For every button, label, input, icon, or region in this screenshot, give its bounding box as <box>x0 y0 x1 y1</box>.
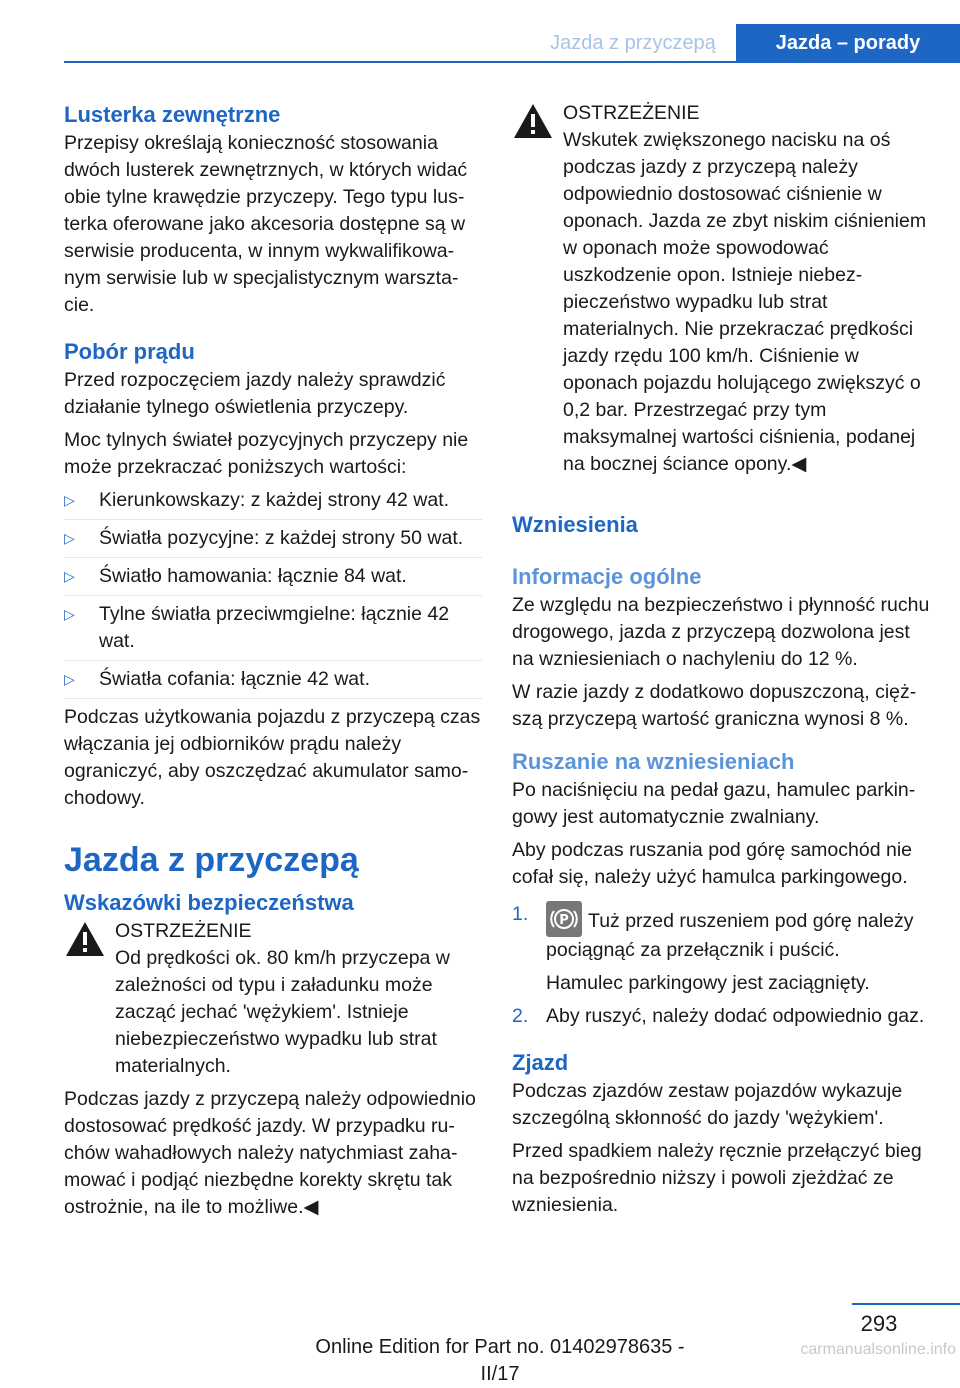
list-item <box>64 666 482 699</box>
step-result: Hamulec parkingowy jest zaciągnięty. <box>546 972 870 994</box>
hill-start-steps <box>512 901 930 1030</box>
chapter-title: Jazda z przyczepą <box>64 841 359 879</box>
list-item-text: Światła pozycyjne: z każdej strony 50 wat. <box>99 527 464 549</box>
header-tab-chapter[interactable]: Jazda – porady <box>736 24 960 62</box>
svg-text:P: P <box>559 913 569 928</box>
power-limits-list <box>64 487 482 699</box>
mirrors-paragraph: Przepisy określają konieczność stosowania dwóch lusterek zewnętrznych, w których widać obie tylne krawędzie przyczepy. Tego typu lusterka oferowane jako akcesoria dostępne są w serwisie producenta, w innym wykwalifikowanym serwisie lub w specjalistycznym warsztacie. <box>64 132 468 316</box>
general-info-heading: Informacje ogólne <box>512 564 702 589</box>
step-text: Tuż przed ruszeniem pod górę należy pociągnąć za przełącznik i puścić. <box>546 910 914 961</box>
slopes-heading: Wzniesienia <box>512 512 638 537</box>
general-paragraph-2: W razie jazdy z dodatkowo dopuszczoną, cięższą przyczepą wartość graniczna wynosi 8 %. <box>512 681 917 730</box>
warning-text: Od prędkości ok. 80 km/h przyczepa w zależności od typu i załadunku może zacząć jechać 'wężykiem'. Istnieje niebezpieczeństwo wypadku lub strat materialnych. <box>115 947 450 1077</box>
triangle-bullet-icon: ▷ <box>64 530 75 546</box>
list-item <box>64 563 482 596</box>
footer-rule <box>852 1303 960 1305</box>
edition-footer: Online Edition for Part no. 01402978635 - II/17 <box>315 1336 685 1385</box>
list-item <box>64 487 482 520</box>
triangle-bullet-icon: ▷ <box>64 606 75 622</box>
warning-label: OSTRZEŻENIE <box>115 920 252 942</box>
safety-heading: Wskazówki bezpieczeństwa <box>64 890 354 915</box>
triangle-bullet-icon: ▷ <box>64 671 75 687</box>
hill-start-paragraph-2: Aby podczas ruszania pod górę samochód nie cofał się, należy użyć hamulca parkingowego. <box>512 839 912 888</box>
warning-block-tyres <box>512 100 930 478</box>
header-rule <box>64 61 960 63</box>
power-paragraph-1: Przed rozpoczęciem jazdy należy sprawdzić działanie tylnego oświetlenia przyczepy. <box>64 369 446 418</box>
power-paragraph-2: Moc tylnych świateł pozycyjnych przyczepy nie może przekraczać poniższych wartości: <box>64 429 469 478</box>
list-item <box>64 525 482 558</box>
descent-heading: Zjazd <box>512 1050 569 1075</box>
power-heading: Pobór prądu <box>64 339 195 364</box>
descent-paragraph-1: Podczas zjazdów zestaw pojazdów wykazuje szczególną skłonność do jazdy 'wężykiem'. <box>512 1080 903 1129</box>
right-column <box>512 100 930 1225</box>
page-header <box>0 0 960 62</box>
general-paragraph-1: Ze względu na bezpieczeństwo i płynność ruchu drogowego, jazda z przyczepą dozwolona jest na wzniesieniach o nachyleniu do 12 %. <box>512 594 930 670</box>
watermark: carmanualsonline.info <box>800 1341 956 1358</box>
list-item <box>512 901 930 997</box>
page-number: 293 <box>860 1311 898 1336</box>
power-paragraph-3: Podczas użytkowania pojazdu z przyczepą czas włączania jej odbiorników prądu należy ograniczyć, aby oszczędzać akumulator samochodowy. <box>64 706 481 809</box>
warning-text: Wskutek zwiększonego nacisku na oś podczas jazdy z przyczepą należy odpowiednio dostosować ciśnienie w oponach. Jazda ze zbyt niskim ciśnieniem w oponach może spowodować uszkodzenie opon. Istnieje niebezpieczeństwo wypadku lub strat materialnych. Nie przekraczać prędkości jazdy rzędu 100 km/h. Ciśnienie w oponach pojazdu holującego zwiększyć o 0,2 bar. Przestrzegać przy tym maksymalnej wartości ciśnienia, podanej na bocznej ściance opony.◀ <box>563 129 927 475</box>
hill-start-paragraph-1: Po naciśnięciu na pedał gazu, hamulec parkingowy jest automatycznie zwalniany. <box>512 779 916 828</box>
list-item-text: Światło hamowania: łącznie 84 wat. <box>99 565 407 587</box>
parking-brake-icon <box>546 901 582 937</box>
list-item <box>64 601 482 661</box>
step-text: Aby ruszyć, należy dodać odpowiednio gaz. <box>546 1005 925 1027</box>
hill-start-heading: Ruszanie na wzniesieniach <box>512 749 795 774</box>
list-item-text: Tylne światła przeciwmgielne: łącznie 42 wat. <box>99 603 450 652</box>
warning-triangle-icon <box>512 102 554 140</box>
left-column <box>64 100 482 1227</box>
triangle-bullet-icon: ▷ <box>64 568 75 584</box>
list-item-text: Kierunkowskazy: z każdej strony 42 wat. <box>99 489 450 511</box>
header-tab-section[interactable]: Jazda z przyczepą <box>550 32 716 54</box>
list-item-text: Światła cofania: łącznie 42 wat. <box>99 668 370 690</box>
warning-triangle-icon <box>64 920 106 958</box>
warning-label: OSTRZEŻENIE <box>563 102 700 124</box>
descent-paragraph-2: Przed spadkiem należy ręcznie przełączyć bieg na bezpośrednio niższy i powoli zjeżdżać ze wzniesienia. <box>512 1140 922 1216</box>
safety-paragraph: Podczas jazdy z przyczepą należy odpowiednio dostosować prędkość jazdy. W przypadku ruchów wahadłowych należy natychmiast zahamować i podjąć niezbędne korekty skrętu tak ostrożnie, na ile to możliwe.◀ <box>64 1088 476 1218</box>
step-number: 2. <box>512 1005 529 1027</box>
triangle-bullet-icon: ▷ <box>64 492 75 508</box>
step-number: 1. <box>512 903 529 925</box>
mirrors-heading: Lusterka zewnętrzne <box>64 102 281 127</box>
warning-block-swaying <box>64 918 482 1080</box>
list-item <box>512 1003 930 1030</box>
